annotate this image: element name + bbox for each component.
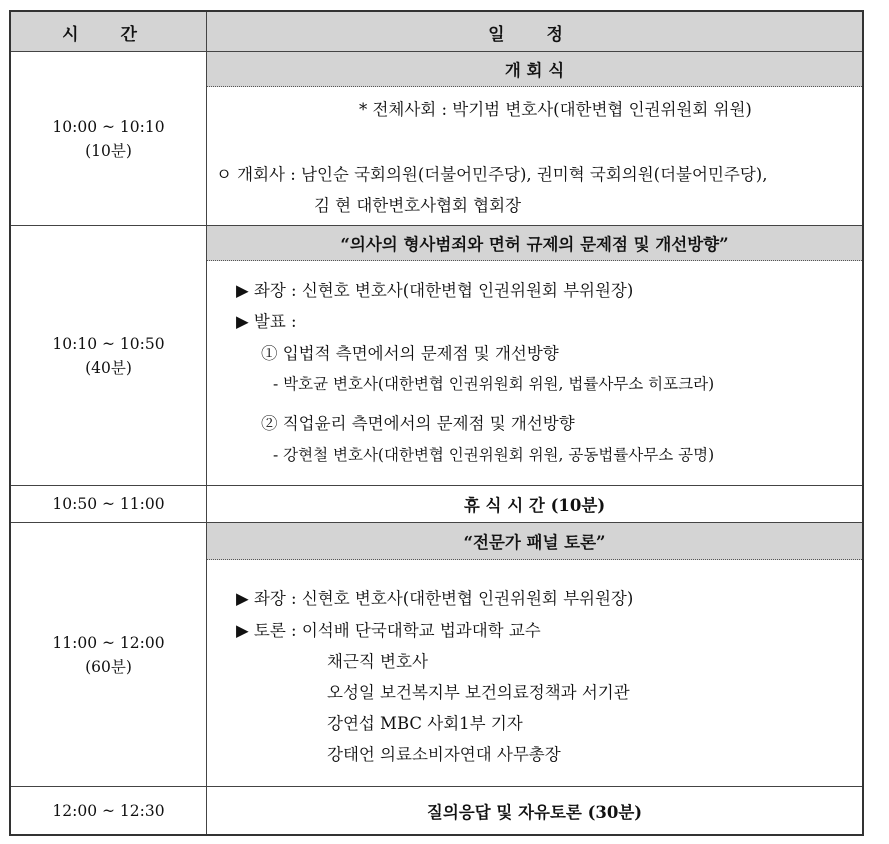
row2-line-5: ② 직업윤리 측면에서의 문제점 및 개선방향 — [261, 414, 575, 433]
row1-title: 개 회 식 — [207, 52, 862, 87]
row2-title: “의사의 형사범죄와 면허 규제의 문제점 및 개선방향” — [207, 226, 862, 261]
row4-line-4: 오성일 보건복지부 보건의료정책과 서기관 — [327, 683, 630, 702]
row1-line-1: * 전체사회 : 박기범 변호사(대한변협 인권위원회 위원) — [359, 100, 752, 119]
row2-line-6: - 강현철 변호사(대한변협 인권위원회 위원, 공동법률사무소 공명) — [273, 446, 715, 464]
row2-duration: (40분) — [85, 358, 132, 377]
row2-time-cell — [11, 226, 206, 485]
row4-line-2: ▶ 토론 : 이석배 단국대학교 법과대학 교수 — [236, 621, 541, 640]
row1-time-cell — [11, 52, 206, 225]
row3-time: 10:50 ~ 11:00 — [52, 495, 165, 513]
row1-line-3: 김 현 대한변호사협회 협회장 — [314, 196, 522, 215]
row1-duration: (10분) — [85, 141, 132, 160]
row2-line-1: ▶ 좌장 : 신현호 변호사(대한변협 인권위원회 부위원장) — [236, 281, 634, 300]
row2-line-4: - 박호균 변호사(대한변협 인권위원회 위원, 법률사무소 히포크라) — [273, 375, 715, 393]
row4-line-5: 강연섭 MBC 사회1부 기자 — [327, 714, 523, 733]
column-divider — [206, 12, 207, 834]
row2-line-2: ▶ 발표 : — [236, 312, 297, 331]
row5-title: 질의응답 및 자유토론 (30분) — [426, 802, 643, 822]
row4-time: 11:00 ~ 12:00 — [52, 633, 165, 652]
row2-time: 10:10 ~ 10:50 — [52, 334, 165, 353]
row5-time: 12:00 ~ 12:30 — [52, 801, 165, 820]
row4-line-6: 강태언 의료소비자연대 사무총장 — [327, 745, 561, 764]
header-schedule: 일 정 — [488, 24, 581, 45]
row1-time: 10:00 ~ 10:10 — [52, 117, 165, 136]
schedule-table — [9, 10, 864, 836]
row4-line-3: 채근직 변호사 — [327, 652, 428, 671]
row4-line-1: ▶ 좌장 : 신현호 변호사(대한변협 인권위원회 부위원장) — [236, 589, 634, 608]
row2-line-3: ① 입법적 측면에서의 문제점 및 개선방향 — [261, 344, 559, 363]
row4-duration: (60분) — [85, 657, 132, 676]
row4-title: “전문가 패널 토론” — [207, 523, 862, 560]
row4-time-cell — [11, 523, 206, 786]
row3-title: 휴 식 시 간 (10분) — [463, 496, 606, 515]
row1-line-2: ㅇ 개회사 : 남인순 국회의원(더불어민주당), 권미혁 국회의원(더불어민주당), — [216, 165, 768, 184]
header-time: 시 간 — [62, 24, 155, 45]
